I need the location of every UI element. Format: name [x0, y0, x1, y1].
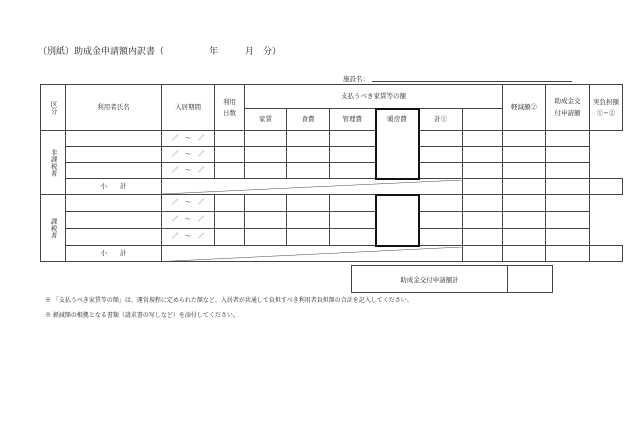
facility-label: 施設名：: [343, 75, 369, 83]
notes: [45, 293, 413, 323]
header-expense-group: 支払うべき家賃等の額: [245, 85, 503, 109]
facility-name-line[interactable]: [372, 81, 572, 82]
note-2: ※ 軽減額の根拠となる書類（請求書の写しなど）を添付してください。: [45, 312, 239, 319]
grant-total-value[interactable]: [508, 266, 553, 293]
period-cell[interactable]: ／ ～ ／: [162, 163, 215, 179]
document-title: （別紙）助成金申請額内訳書（ 年 月 分）: [38, 47, 282, 57]
heating-cell[interactable]: [376, 212, 419, 229]
heating-cell[interactable]: [376, 229, 419, 246]
table-row: [41, 163, 623, 179]
diagonal-line: [162, 180, 462, 194]
subtotal-label: 小 計: [66, 179, 162, 195]
heating-cell[interactable]: [376, 147, 419, 163]
name-cell[interactable]: [66, 163, 162, 179]
table-row: [41, 147, 623, 163]
diagonal-line: [162, 247, 462, 262]
subtotal-row: [41, 179, 623, 195]
name-cell[interactable]: [66, 212, 162, 229]
subtotal-row: [41, 246, 623, 262]
header-management: 管理費: [330, 109, 376, 131]
table-row: [41, 131, 623, 147]
header-reduction: 軽減額②: [503, 85, 546, 131]
period-cell[interactable]: ／ ～ ／: [162, 212, 215, 229]
note-1: ※ 「支払うべき家賃等の額」は、運営規程に定められた額など、入居者が共通して負担すべき利用者負担額の合計を記入してください。: [45, 297, 413, 304]
period-cell[interactable]: ／ ～ ／: [162, 229, 215, 246]
header-period: 入居期間: [162, 85, 215, 131]
header-rent: 家賃: [245, 109, 287, 131]
group-taxable-label: 課税者: [41, 195, 66, 262]
period-cell[interactable]: ／ ～ ／: [162, 147, 215, 163]
breakdown-table: [40, 84, 623, 262]
header-days: 利用日数: [215, 85, 245, 131]
period-cell[interactable]: ／ ～ ／: [162, 131, 215, 147]
heating-cell[interactable]: [376, 131, 419, 147]
header-grant: 助成金交付申請額: [546, 85, 590, 131]
subtotal-diagonal: [162, 246, 463, 262]
header-kubun: 区分: [41, 85, 66, 131]
name-cell[interactable]: [66, 131, 162, 147]
header-user-name: 利用者氏名: [66, 85, 162, 131]
group-nontaxable-label: 非課税者: [41, 131, 66, 195]
header-total: 計①: [419, 109, 463, 131]
header-actual: 実負担額①−②: [590, 85, 623, 131]
name-cell[interactable]: [66, 195, 162, 212]
table-row: [41, 195, 623, 212]
subtotal-label: 小 計: [66, 246, 162, 262]
grant-total-table: [351, 265, 553, 293]
heating-cell[interactable]: [376, 163, 419, 179]
table-row: [41, 229, 623, 246]
subtotal-diagonal: [162, 179, 463, 195]
grant-total-label: 助成金交付申請額計: [352, 266, 508, 293]
header-heating: 暖房費: [376, 109, 419, 131]
heating-cell[interactable]: [376, 195, 419, 212]
table-row: [41, 212, 623, 229]
name-cell[interactable]: [66, 229, 162, 246]
name-cell[interactable]: [66, 147, 162, 163]
header-food: 食費: [287, 109, 330, 131]
period-cell[interactable]: ／ ～ ／: [162, 195, 215, 212]
